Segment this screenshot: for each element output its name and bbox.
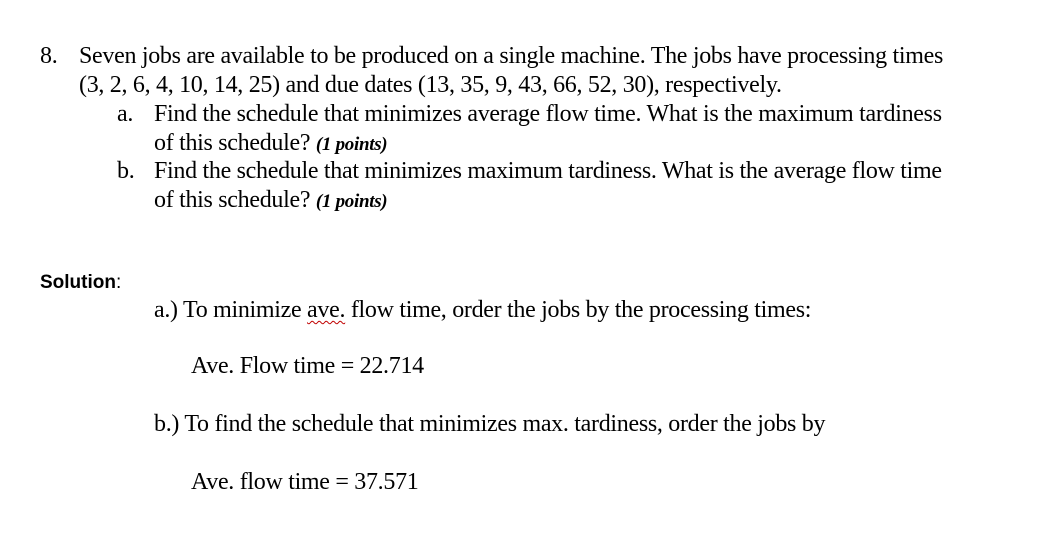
- solution-a-suffix: flow time, order the jobs by the processing times:: [350, 297, 812, 323]
- part-a-points: (1 points): [315, 134, 388, 155]
- part-b-question-text: of this schedule?: [154, 187, 311, 213]
- part-b-question-line-1: Find the schedule that minimizes maximum tardiness. What is the average flow time: [154, 158, 942, 184]
- solution-a-result: Ave. Flow time = 22.714: [191, 353, 424, 379]
- problem-number: 8.: [40, 43, 58, 69]
- solution-a-statement: [154, 296, 811, 324]
- part-a-question-text: of this schedule?: [154, 130, 311, 156]
- problem-statement-line-2: (3, 2, 6, 4, 10, 14, 25) and due dates (13, 35, 9, 43, 66, 52, 30), respectively.: [79, 72, 782, 98]
- part-b-letter: b.: [117, 158, 135, 184]
- part-b-question-line-2: [154, 186, 387, 216]
- part-a-question-line-1: Find the schedule that minimizes average flow time. What is the maximum tardiness: [154, 101, 942, 127]
- solution-label-text: Solution: [40, 272, 116, 293]
- part-b-points: (1 points): [315, 191, 388, 212]
- spellcheck-flagged-word[interactable]: ave.: [307, 297, 346, 323]
- solution-a-prefix: a.) To minimize: [154, 297, 302, 323]
- problem-statement-line-1: Seven jobs are available to be produced on a single machine. The jobs have processing times: [79, 43, 943, 69]
- part-a-letter: a.: [117, 101, 134, 127]
- solution-b-result: Ave. flow time = 37.571: [191, 469, 419, 495]
- part-a-question-line-2: [154, 129, 387, 159]
- solution-label-colon: :: [115, 272, 122, 293]
- solution-label: [40, 271, 121, 295]
- solution-b-statement: b.) To find the schedule that minimizes max. tardiness, order the jobs by: [154, 411, 826, 437]
